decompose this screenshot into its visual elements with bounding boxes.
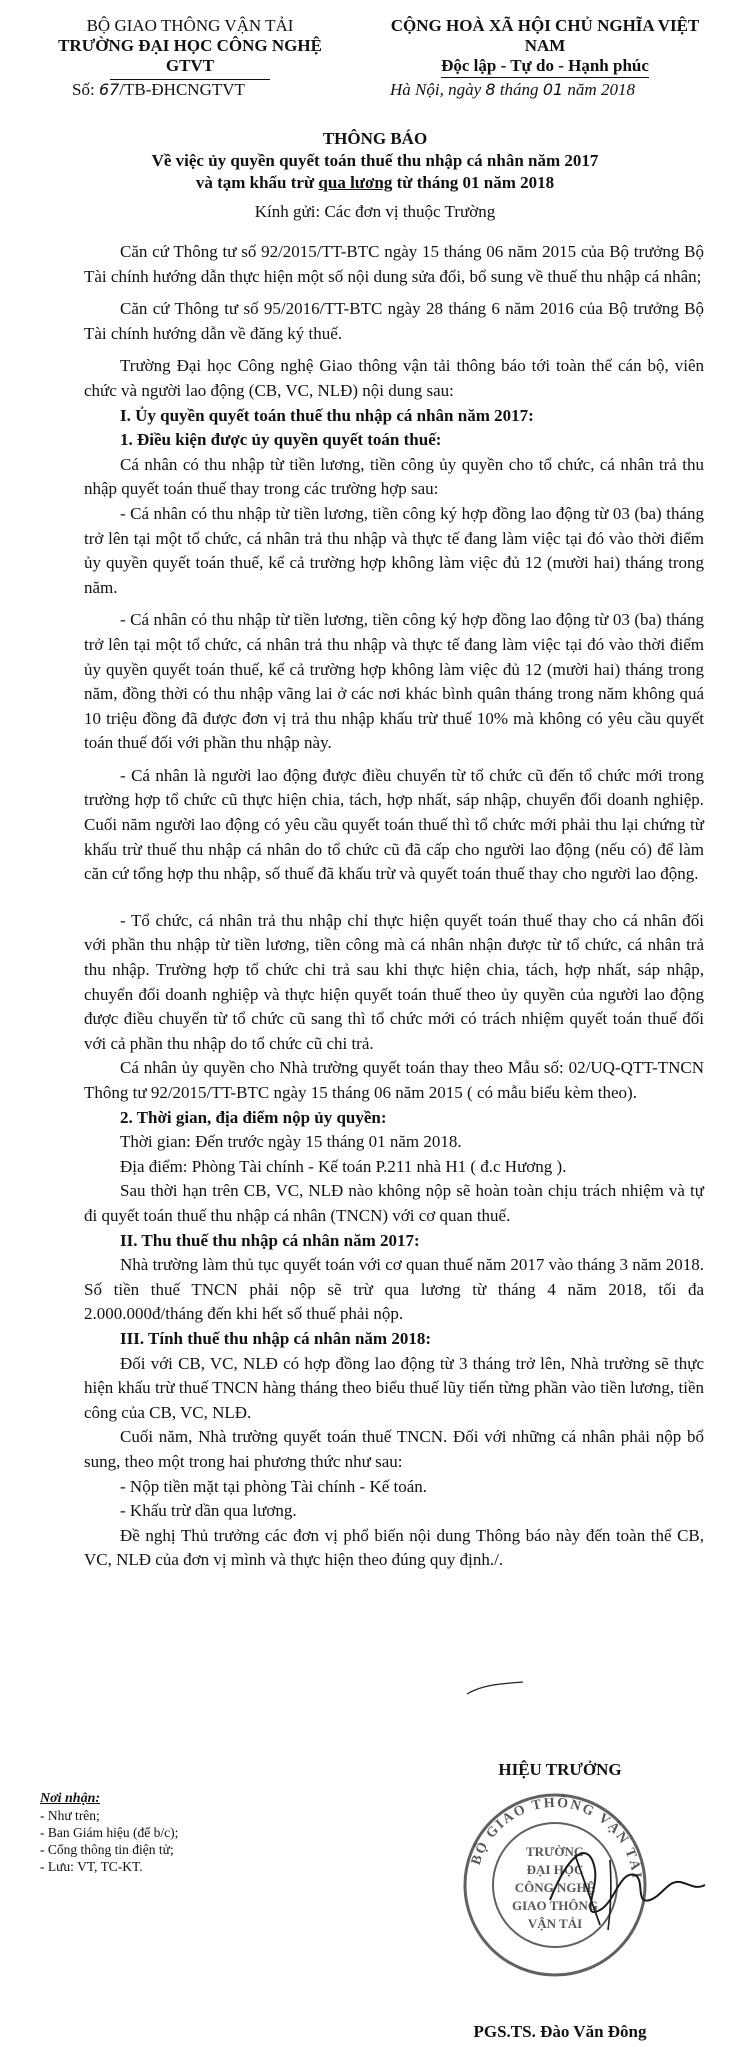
recipient-item: - Lưu: VT, TC-KT. [40, 1859, 143, 1874]
date-month-label: tháng [495, 80, 543, 99]
list-item: - Cá nhân có thu nhập từ tiền lương, tiền công ký hợp đồng lao động từ 03 (ba) tháng trở lên tại một tổ chức, cá nhân trả thu nhập và thực tế đang làm việc tại đó vào thời điểm ủy quyền quyết toán thuế, kể cả trường hợp không làm việc đủ 12 (mười hai) tháng trong năm, đồng thời có thu nhập vãng lai ở các nơi khác bình quân tháng trong năm không quá 10 triệu đồng đã được đơn vị trả thu nhập khấu trừ thuế 10% mà không có yêu cầu quyết toán thuế đối với phần thu nhập này. [84, 610, 704, 753]
paragraph: Cá nhân có thu nhập từ tiền lương, tiền công ủy quyền cho tổ chức, cá nhân trả thu nhập quyết toán thuế thay trong các trường hợp sau: [84, 454, 704, 499]
title-sub-2 [0, 172, 750, 194]
recipient-item: - Ban Giám hiệu (để b/c); [40, 1825, 179, 1840]
list-item: - Khấu trừ dần qua lương. [120, 1501, 297, 1521]
signer-position: HIỆU TRƯỞNG [498, 1760, 622, 1779]
national-header [370, 16, 720, 78]
issuer-name: TRƯỜNG ĐẠI HỌC CÔNG NGHỆ GTVT [58, 36, 322, 75]
pen-mark-icon [465, 1680, 525, 1700]
list-item: - Tổ chức, cá nhân trả thu nhập chỉ thực hiện quyết toán thuế thay cho cá nhân đối với phần thu nhập từ tiền lương, tiền công mà cá nhân nhận được từ tổ chức, cá nhân trả thu nhập. Trường hợp tổ chức chi trả sau khi thực hiện chia, tách, hợp nhất, sáp nhập, chuyển đổi doanh nghiệp và thực hiện quyết toán thuế theo ủy quyền của người lao động được điều chuyển từ tổ chức cũ sang thì tổ chức mới có trách nhiệm quyết toán thuế đối với cả phần thu nhập do tổ chức cũ chi trả. [84, 910, 704, 1053]
recipients-block [40, 1790, 178, 1875]
list-item: - Cá nhân là người lao động được điều chuyển từ tổ chức cũ đến tổ chức mới trong trường hợp tổ chức cũ thực hiện chia, tách, hợp nhất, sáp nhập, chuyển đổi doanh nghiệp. Cuối năm người lao động có yêu cầu quyết toán thuế thì tổ chức mới phải thu lại chứng từ khấu trừ thuế thu nhập cá nhân do tổ chức cũ đã cấp cho người lao động (nếu có) để làm căn cứ tổng hợp thu nhập, số thuế đã khấu trừ và quyết toán thuế thay cho người lao động. [84, 765, 704, 884]
recipient-item: - Như trên; [40, 1808, 100, 1823]
paragraph: Trường Đại học Công nghệ Giao thông vận tải thông báo tới toàn thể cán bộ, viên chức và người lao động (CB, VC, NLĐ) nội dung sau: [84, 356, 704, 400]
document-body [84, 240, 704, 1573]
signature-block [430, 1760, 690, 2041]
subsection-heading-2: 2. Thời gian, địa điểm nộp ủy quyền: [120, 1107, 387, 1127]
svg-text:GIAO THÔNG: GIAO THÔNG [511, 1898, 599, 1913]
addressee: Kính gửi: Các đơn vị thuộc Trường [254, 202, 496, 221]
number-value: 67 [98, 80, 120, 99]
paragraph: Đối với CB, VC, NLĐ có hợp đồng lao động từ 3 tháng trở lên, Nhà trường sẽ thực hiện khấu trừ thuế TNCN hàng tháng theo biểu thuế lũy tiến từng phần vào tiền lương, tiền công của CB, VC, NLĐ. [84, 1353, 704, 1422]
section-heading-3: III. Tính thuế thu nhập cá nhân năm 2018: [120, 1328, 431, 1348]
date-day: 8 [485, 80, 496, 99]
title-sub-2-b: từ tháng 01 năm 2018 [392, 173, 555, 192]
list-item: - Nộp tiền mặt tại phòng Tài chính - Kế toán. [120, 1476, 428, 1496]
paragraph: Cuối năm, Nhà trường quyết toán thuế TNCN. Đối với những cá nhân phải nộp bổ sung, theo một trong hai phương thức như sau: [84, 1427, 704, 1471]
paragraph: Nhà trường làm thủ tục quyết toán với cơ quan thuế năm 2017 vào tháng 3 năm 2018. Số tiền thuế TNCN phải nộp sẽ trừ qua lương từ tháng 4 năm 2018, tối đa 2.000.000đ/tháng đến khi hết số thuế phải nộp. [84, 1255, 704, 1324]
paragraph: Căn cứ Thông tư số 92/2015/TT-BTC ngày 15 tháng 06 năm 2015 của Bộ trưởng Bộ Tài chính hướng dẫn thực hiện một số nội dung sửa đổi, bổ sung về thuế thu nhập cá nhân; [84, 242, 704, 286]
title-sub-1: Về việc ủy quyền quyết toán thuế thu nhập cá nhân năm 2017 [151, 151, 599, 170]
paragraph: Địa điểm: Phòng Tài chính - Kế toán P.211 nhà H1 ( đ.c Hương ). [120, 1156, 567, 1176]
list-item: - Cá nhân có thu nhập từ tiền lương, tiền công ký hợp đồng lao động từ 03 (ba) tháng trở lên tại một tổ chức, cá nhân trả thu nhập và thực tế đang làm việc tại đó vào thời điểm ủy quyền quyết toán thuế, kể cả trường hợp không làm việc đủ 12 (mười hai) tháng trong năm. [84, 503, 704, 597]
document-number [72, 80, 245, 100]
svg-text:VẬN TẢI: VẬN TẢI [527, 1916, 583, 1931]
recipients-label: Nơi nhận: [40, 1791, 101, 1806]
number-prefix: Số: [72, 80, 99, 99]
section-heading-1: I. Ủy quyền quyết toán thuế thu nhập cá nhân năm 2017: [120, 405, 534, 425]
date-year: năm 2018 [563, 80, 635, 99]
svg-text:ĐẠI HỌC: ĐẠI HỌC [526, 1862, 584, 1877]
signer-name: PGS.TS. Đào Văn Đông [473, 2022, 647, 2041]
document-date [390, 80, 635, 100]
title-main: THÔNG BÁO [322, 129, 428, 148]
date-prefix: Hà Nội, ngày [390, 80, 486, 99]
paragraph: Sau thời hạn trên CB, VC, NLĐ nào không nộp sẽ hoàn toàn chịu trách nhiệm và tự đi quyết toán thuế thu nhập cá nhân (TNCN) với cơ quan thuế. [84, 1181, 704, 1225]
svg-text:CÔNG NGHỆ: CÔNG NGHỆ [514, 1880, 596, 1895]
paragraph: Thời gian: Đến trước ngày 15 tháng 01 năm 2018. [120, 1132, 462, 1152]
date-month: 01 [542, 80, 564, 99]
number-suffix: /TB-ĐHCNGTVT [119, 80, 245, 99]
issuer-header [40, 16, 340, 80]
document-title [0, 128, 750, 194]
recipient-item: - Cổng thông tin điện tử; [40, 1842, 174, 1857]
subsection-heading-1: 1. Điều kiện được ủy quyền quyết toán thuế: [120, 430, 442, 450]
title-sub-2-a: và tạm khấu trừ [195, 173, 319, 192]
issuer-parent: BỘ GIAO THÔNG VẬN TẢI [86, 16, 294, 35]
svg-text:BỘ GIAO THÔNG VẬN TẢI: BỘ GIAO THÔNG VẬN TẢI [468, 1795, 644, 1881]
section-heading-2: II. Thu thuế thu nhập cá nhân năm 2017: [120, 1230, 420, 1250]
country-name: CỘNG HOÀ XÃ HỘI CHỦ NGHĨA VIỆT NAM [390, 16, 700, 55]
paragraph: Cá nhân ủy quyền cho Nhà trường quyết toán thay theo Mẫu số: 02/UQ-QTT-TNCN Thông tư 92/2015/TT-BTC ngày 15 tháng 06 năm 2015 ( có mẫu biểu kèm theo). [84, 1058, 704, 1102]
svg-text:TRƯỜNG: TRƯỜNG [525, 1844, 585, 1859]
handwritten-signature-icon [540, 1830, 710, 1940]
paragraph: Đề nghị Thủ trưởng các đơn vị phổ biến nội dung Thông báo này đến toàn thể CB, VC, NLĐ của đơn vị mình và thực hiện theo đúng quy định./. [84, 1525, 704, 1570]
national-motto: Độc lập - Tự do - Hạnh phúc [441, 56, 649, 78]
title-sub-2-underlined: qua lương [318, 173, 393, 192]
paragraph: Căn cứ Thông tư số 95/2016/TT-BTC ngày 28 tháng 6 năm 2016 của Bộ trưởng Bộ Tài chính hướng dẫn về đăng ký thuế. [84, 299, 704, 343]
